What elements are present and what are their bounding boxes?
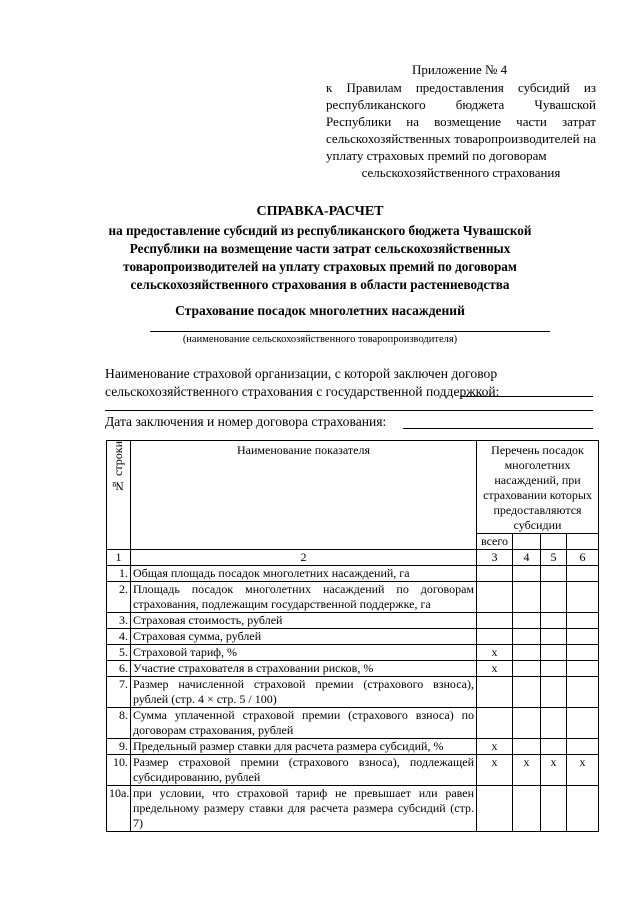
- value-cell[interactable]: [513, 613, 541, 629]
- value-cell[interactable]: [541, 613, 567, 629]
- indicator-name: Размер страховой премии (страхового взноса), подлежащей субсидированию, рублей: [131, 755, 477, 786]
- appendix-text-main: к Правилам предоставления субсидий из республиканского бюджета Чувашской Республики на возмещение части затрат сельскохозяйственных товаропроизводителей на уплату страховых премий по договорам: [326, 80, 596, 163]
- subsidy-table: [106, 440, 599, 832]
- table-row: [107, 661, 599, 677]
- header-empty-cell: [541, 534, 567, 550]
- table-row: [107, 645, 599, 661]
- insurer-label: Наименование страховой организации, с которой заключен договор сельскохозяйственного страхования с государственной поддержкой:: [105, 366, 500, 399]
- row-number: 8.: [107, 708, 131, 739]
- indicator-name: Размер начисленной страховой премии (страхового взноса), рублей (стр. 4 × стр. 5 / 100): [131, 677, 477, 708]
- plantings-list-header: Перечень посадок многолетних насаждений, при страховании которых предоставляются субсидии: [477, 441, 599, 534]
- insurer-extra-line[interactable]: [105, 410, 593, 411]
- indicator-name: Общая площадь посадок многолетних насаждений, га: [131, 566, 477, 582]
- value-cell[interactable]: [541, 566, 567, 582]
- value-cell[interactable]: [567, 786, 599, 832]
- table-body: [107, 566, 599, 832]
- column-number: 3: [477, 550, 513, 566]
- section-title: Страхование посадок многолетних насаждений: [175, 303, 465, 318]
- table-row: [107, 629, 599, 645]
- contract-date-line[interactable]: [403, 428, 593, 429]
- value-cell[interactable]: х: [541, 755, 567, 786]
- value-cell[interactable]: [513, 645, 541, 661]
- value-cell[interactable]: [567, 613, 599, 629]
- row-number: 1.: [107, 566, 131, 582]
- value-cell-total[interactable]: х: [477, 755, 513, 786]
- indicator-name: Участие страхователя в страховании рисков, %: [131, 661, 477, 677]
- row-number: 9.: [107, 739, 131, 755]
- row-number: 10а.: [107, 786, 131, 832]
- row-number-header: [107, 441, 131, 550]
- value-cell-total[interactable]: [477, 566, 513, 582]
- value-cell-total[interactable]: х: [477, 661, 513, 677]
- table-row: [107, 582, 599, 613]
- value-cell[interactable]: [541, 582, 567, 613]
- column-number-row: [107, 550, 599, 566]
- row-number: 3.: [107, 613, 131, 629]
- value-cell[interactable]: [541, 645, 567, 661]
- value-cell[interactable]: [513, 566, 541, 582]
- value-cell[interactable]: [567, 566, 599, 582]
- value-cell[interactable]: [567, 677, 599, 708]
- value-cell-total[interactable]: х: [477, 739, 513, 755]
- column-number: 1: [107, 550, 131, 566]
- row-number: 10.: [107, 755, 131, 786]
- value-cell[interactable]: [567, 645, 599, 661]
- value-cell[interactable]: [541, 677, 567, 708]
- table-row: [107, 755, 599, 786]
- value-cell[interactable]: [541, 661, 567, 677]
- value-cell[interactable]: [567, 661, 599, 677]
- document-title: СПРАВКА-РАСЧЕТ: [256, 204, 384, 219]
- value-cell[interactable]: [513, 582, 541, 613]
- value-cell[interactable]: х: [567, 755, 599, 786]
- table-row: [107, 677, 599, 708]
- indicator-name: Предельный размер ставки для расчета размера субсидий, %: [131, 739, 477, 755]
- table-row: [107, 786, 599, 832]
- column-number: 4: [513, 550, 541, 566]
- value-cell-total[interactable]: х: [477, 645, 513, 661]
- column-number: 6: [567, 550, 599, 566]
- value-cell[interactable]: [513, 739, 541, 755]
- indicator-header: Наименование показателя: [131, 441, 477, 550]
- value-cell[interactable]: х: [513, 755, 541, 786]
- table-row: [107, 739, 599, 755]
- indicator-name: Площадь посадок многолетних насаждений по договорам страхования, подлежащим государственной поддержке, га: [131, 582, 477, 613]
- value-cell[interactable]: [567, 582, 599, 613]
- value-cell[interactable]: [567, 629, 599, 645]
- appendix-text: [326, 79, 596, 181]
- indicator-name: при условии, что страховой тариф не превышает или равен предельному размеру ставки для расчета размера субсидий (стр. 7): [131, 786, 477, 832]
- value-cell[interactable]: [541, 786, 567, 832]
- table-row: [107, 708, 599, 739]
- row-number-header-text: № строки: [111, 441, 125, 493]
- appendix-title: Приложение № 4: [412, 62, 508, 77]
- header-empty-cell: [513, 534, 541, 550]
- row-number: 4.: [107, 629, 131, 645]
- row-number: 6.: [107, 661, 131, 677]
- table-row: [107, 613, 599, 629]
- value-cell-total[interactable]: [477, 786, 513, 832]
- indicator-name: Страховая сумма, рублей: [131, 629, 477, 645]
- value-cell[interactable]: [513, 661, 541, 677]
- producer-name-line[interactable]: [150, 331, 550, 332]
- contract-date-label: Дата заключения и номер договора страхования:: [105, 414, 387, 429]
- column-number: 2: [131, 550, 477, 566]
- value-cell[interactable]: [513, 677, 541, 708]
- column-number: 5: [541, 550, 567, 566]
- indicator-name: Страховая стоимость, рублей: [131, 613, 477, 629]
- value-cell-total[interactable]: [477, 677, 513, 708]
- value-cell[interactable]: [567, 708, 599, 739]
- value-cell[interactable]: [513, 786, 541, 832]
- value-cell[interactable]: [567, 739, 599, 755]
- row-number: 7.: [107, 677, 131, 708]
- value-cell-total[interactable]: [477, 613, 513, 629]
- row-number: 5.: [107, 645, 131, 661]
- value-cell[interactable]: [513, 708, 541, 739]
- value-cell[interactable]: [541, 629, 567, 645]
- value-cell-total[interactable]: [477, 582, 513, 613]
- value-cell[interactable]: [541, 708, 567, 739]
- value-cell[interactable]: [513, 629, 541, 645]
- producer-caption: (наименование сельскохозяйственного товаропроизводителя): [182, 334, 458, 345]
- total-header: всего: [477, 534, 513, 550]
- indicator-name: Сумма уплаченной страховой премии (страхового взноса) по договорам страхования, рублей: [131, 708, 477, 739]
- header-empty-cell: [567, 534, 599, 550]
- row-number: 2.: [107, 582, 131, 613]
- table-row: [107, 566, 599, 582]
- document-subtitle: на предоставление субсидий из республиканского бюджета Чувашской Республики на возмещение части затрат сельскохозяйственных товаропроизводителей на уплату страховых премий по договорам сельскохозяйственного страхования в области растениеводства: [108, 223, 532, 292]
- appendix-text-last: сельскохозяйственного страхования: [361, 165, 561, 180]
- indicator-name: Страховой тариф, %: [131, 645, 477, 661]
- value-cell-total[interactable]: [477, 629, 513, 645]
- value-cell[interactable]: [541, 739, 567, 755]
- value-cell-total[interactable]: [477, 708, 513, 739]
- insurer-name-line[interactable]: [460, 396, 593, 397]
